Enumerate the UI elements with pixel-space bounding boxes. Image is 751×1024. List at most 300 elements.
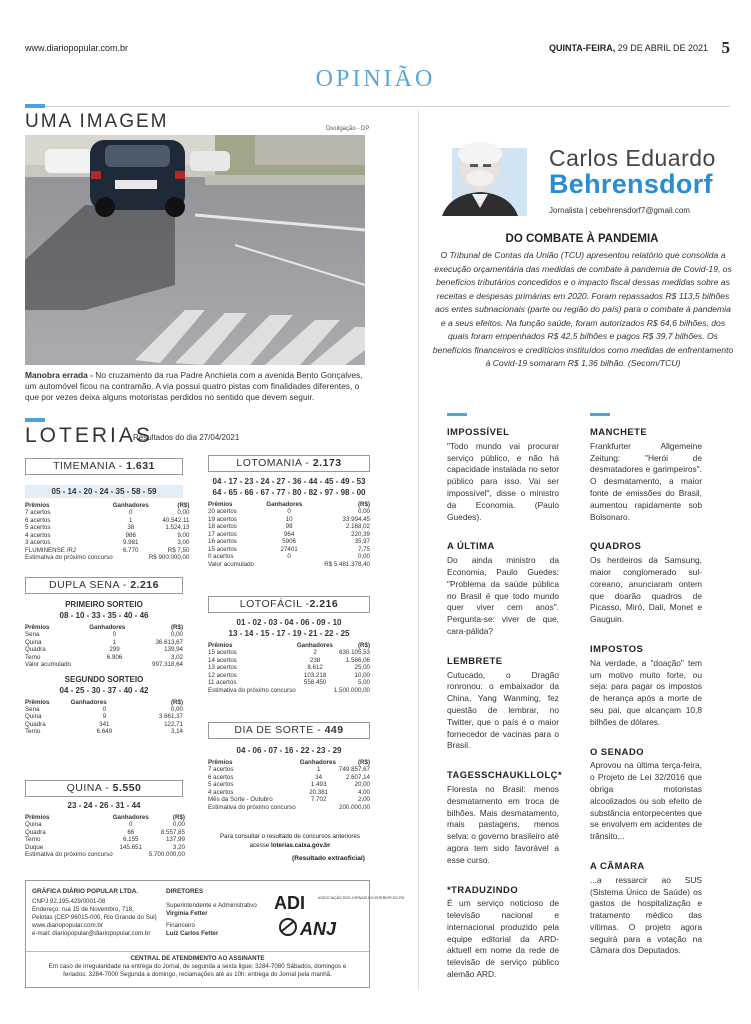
note-text: Cutucado, o Dragão ronronou: o embaixador da China, Yang Wanming, fez questão de lembrar, no Twitter, que o país é o maior fornecedor de vacinas para o Brasil. (447, 669, 559, 751)
table-row (25, 524, 189, 532)
contest-number: 2.216 (309, 598, 339, 610)
site-link[interactable]: www.diariopopular.com.br (32, 922, 103, 929)
col-header: (R$) (170, 698, 183, 706)
table-row (25, 654, 183, 662)
table-row (25, 517, 189, 525)
table-cell (89, 661, 139, 669)
table-row (208, 766, 370, 774)
table-cell: 1.524,13 (165, 524, 190, 531)
table-cell: 0 (112, 631, 117, 638)
draw-title: PRIMEIRO SORTEIO (65, 600, 143, 609)
prize-table (25, 624, 183, 669)
table-cell: Duque (25, 843, 44, 851)
table-row (25, 646, 183, 654)
table-row (25, 539, 189, 547)
directors-title: DIRETORES (166, 888, 204, 895)
lottery-dupla-sena (25, 577, 183, 736)
unofficial-note: (Resultado extraoficial) (292, 855, 365, 862)
note-title: QUADROS (590, 540, 642, 552)
table-cell: 145.651 (119, 843, 142, 851)
table-row (25, 721, 183, 729)
table-cell: 220,39 (351, 530, 370, 538)
table-cell: 17 acertos (208, 530, 237, 538)
table-row (208, 553, 370, 561)
table-cell: 0 (287, 508, 291, 515)
table-cell: 8.557,85 (160, 828, 185, 836)
lottery-quina (25, 780, 183, 859)
col-header: Ganhadores (70, 698, 107, 706)
contest-number: 449 (324, 724, 344, 736)
lottery-label: LOTOMANIA - (236, 457, 313, 469)
adi-anj-logos (274, 891, 405, 941)
table-cell: Terno (25, 728, 41, 735)
caption-text: No cruzamento da rua Padre Anchieta com a avenida Bento Gonçalves, um automóvel ficou na contramão. A via possui quatro pistas com finalidades diferentes, o que por vezes deixa alguns motoristas perdidos no sentido que devem seguir. (25, 370, 363, 402)
lottery-name (25, 577, 183, 594)
lottery-name (25, 458, 183, 475)
email-link[interactable]: e-mail: diariopopular@diariopopular.com.br (32, 930, 151, 937)
table-cell: 0 (102, 705, 107, 713)
date-text: 29 DE ABRIL DE 2021 (615, 43, 708, 53)
table-cell: 3,14 (170, 728, 183, 735)
table-row (25, 821, 185, 829)
table-cell: Terno (25, 836, 41, 843)
author-photo (432, 136, 527, 216)
street-photo (25, 135, 365, 365)
service-text: Em caso de irregularidade na entrega do Jornal, de segunda a sexta ligue: 3284-7080 Sábados, domingos e feriados: 3284-7000 Segunda a domingo, reclamações até as 10h: entrega do Jornal pela manhã. (48, 963, 347, 978)
table-cell: 9 (102, 713, 107, 720)
column-intro: O Tribunal de Contas da União (TCU) apresentou relatório que consolida a execução orçamentária das medidas de combate à pandemia de Covid-19, os benefícios tributários concedidos e o impacto fiscal dessas medidas sobre as receitas e despesas primárias em 2020. Foram repassados R$ 113,5 bilhões aos entes subnacionais (parte ou região do país) para o combate à pandemia e a seus efeitos. Na função saúde, foram autorizados R$ 64,6 bilhões, dos quais foram empenhados R$ 42,5 bilhões e pagos R$ 39,7 bilhões. Os benefícios financeiros e creditícios instituídos como medidas de enfrentamento à Covid-19 somaram R$ 1,36 bilhão. (Secom/TCU) (432, 250, 734, 368)
col-header: (R$) (172, 814, 185, 821)
table-cell: 5906 (282, 538, 296, 545)
table-row (208, 687, 370, 695)
table-cell (300, 804, 338, 812)
table-cell: 20 acertos (208, 508, 237, 515)
table-cell: 1.586,06 (345, 656, 370, 664)
table-cell: Estimativa do próximo concurso (25, 554, 113, 561)
prize-table (208, 759, 370, 811)
draw-title: SEGUNDO SORTEIO (64, 674, 144, 684)
table-cell: 3,00 (177, 539, 190, 546)
table-row (208, 804, 370, 812)
table-cell: Quina (25, 638, 42, 646)
table-cell: 2.607,14 (345, 773, 370, 781)
table-cell (297, 687, 334, 695)
table-cell: 2 (313, 649, 317, 656)
table-cell: 35,97 (354, 538, 370, 545)
table-cell: 4 acertos (25, 531, 51, 539)
table-cell: 9.981 (123, 539, 139, 546)
table-row (208, 672, 370, 680)
table-cell: Mês da Sorte - Outubro (208, 796, 273, 803)
table-cell: 4,00 (357, 788, 370, 796)
table-row (208, 516, 370, 524)
anj-logo: ANJ (300, 919, 337, 939)
table-cell: 20,00 (354, 781, 370, 788)
table-cell: 5,00 (357, 679, 370, 686)
image-section-title: UMA IMAGEM (25, 111, 169, 132)
table-cell: 15 acertos (208, 545, 237, 553)
drawn-numbers: 64 - 65 - 66 - 67 - 77 - 80 - 82 - 97 - 98 - 00 (212, 488, 366, 497)
table-cell: 3,02 (170, 653, 183, 661)
table-cell: 98 (285, 523, 293, 530)
author-last-name: Behrensdorf (549, 169, 713, 199)
lottery-name (208, 455, 370, 472)
table-cell: 2,00 (357, 796, 370, 803)
table-cell: 13 acertos (208, 664, 237, 671)
table-row (208, 781, 370, 789)
table-cell: 18 acertos (208, 523, 237, 530)
note-title: IMPOSSÍVEL (447, 426, 510, 437)
table-row (208, 546, 370, 554)
table-cell: 964 (283, 530, 295, 538)
table-row (25, 728, 183, 736)
prize-table (208, 642, 370, 694)
lottery-lotofacil (208, 596, 370, 694)
table-cell: 200.000,00 (339, 803, 370, 811)
table-cell: 7 acertos (208, 766, 234, 773)
table-cell: 25,00 (354, 664, 370, 671)
table-cell: 0 (129, 509, 133, 516)
service-title: CENTRAL DE ATENDIMENTO AO ASSINANTE (130, 955, 265, 962)
lottery-label: LOTOFÁCIL - (239, 598, 310, 610)
table-cell: FLUMINENSE /RJ (25, 546, 76, 554)
table-cell: 4 acertos (208, 788, 234, 796)
col-header: Prêmios (25, 502, 50, 509)
table-cell: 7 acertos (25, 509, 51, 516)
table-cell: 0,00 (170, 631, 183, 638)
table-row (25, 661, 183, 669)
column-title: DO COMBATE À PANDEMIA (505, 233, 659, 245)
table-cell: 341 (99, 720, 110, 728)
table-row (208, 538, 370, 546)
table-cell: 6 acertos (208, 773, 234, 781)
table-cell: 6.649 (96, 728, 113, 735)
table-row (25, 547, 189, 555)
table-cell: Quadra (25, 828, 46, 836)
table-cell: 103.218 (303, 671, 327, 679)
table-cell: 1.500.000,00 (333, 686, 370, 694)
company-name: GRÁFICA DIÁRIO POPULAR LTDA. (32, 888, 139, 895)
photo-credit: Divulgação - DP (326, 126, 370, 132)
lottery-section-title: LOTERIAS (25, 424, 153, 447)
issue-date (549, 43, 708, 53)
table-cell: R$ 5.481.378,40 (324, 560, 370, 568)
contest-number: 1.631 (126, 460, 155, 472)
table-cell: 558.450 (303, 679, 327, 686)
prize-table (25, 699, 183, 736)
table-cell: 749.857,67 (339, 766, 370, 773)
note-title: A CÂMARA (590, 859, 645, 871)
prize-table (25, 814, 185, 859)
drawn-numbers: 01 - 02 - 03 - 04 - 06 - 09 - 10 (236, 618, 342, 627)
publisher-info (32, 888, 177, 938)
address-line: Pelotas (CEP 96015-000, Rio Grande do Sul) (32, 914, 157, 921)
table-cell: 0 (129, 821, 133, 828)
table-cell: 10 (285, 515, 293, 523)
weekday: QUINTA-FEIRA, (548, 43, 616, 53)
prize-table (25, 502, 189, 562)
table-cell: 40.542,11 (162, 516, 190, 524)
lottery-name (25, 780, 183, 797)
table-row (208, 679, 370, 687)
table-cell: 986 (125, 531, 136, 539)
table-cell: Quadra (25, 646, 46, 653)
lottery-label: TIMEMANIA - (53, 460, 127, 472)
table-cell: 238 (309, 656, 321, 664)
col-header: Prêmios (208, 501, 233, 508)
lottery-dia-de-sorte (208, 722, 370, 811)
col-header: Ganhadores (266, 501, 303, 508)
table-row (25, 631, 183, 639)
table-cell: Valor acumulado (208, 560, 254, 568)
drawn-numbers: 04 - 17 - 23 - 24 - 27 - 36 - 44 - 45 - 49 - 53 (212, 477, 366, 486)
note-text: Floresta no Brasil: menos desmatamento em troca de bilhões. Mais desmatamento, mais pastagens, menos selva: o governo brasileiro até agora tem sido favorável a esse curso. (447, 783, 559, 865)
table-row (208, 774, 370, 782)
lottery-date: Resultados do dia 27/04/2021 (133, 433, 240, 442)
table-row (208, 796, 370, 804)
col-header: Prêmios (25, 624, 50, 631)
drawn-numbers: 08 - 10 - 33 - 35 - 40 - 46 (59, 611, 149, 620)
table-cell: Quina (25, 821, 42, 828)
table-cell: 0,00 (172, 821, 185, 828)
table-cell: 15 acertos (208, 649, 237, 656)
table-cell: Terno (25, 653, 41, 661)
lottery-name (208, 722, 370, 739)
lottery-name (208, 596, 370, 613)
note-text: É um serviço noticioso de televisão nacional e internacional produzido pela equipe editorial da ARD-aktuell em nome da rede de televisão de serviço público alemão ARD. (447, 898, 559, 980)
table-cell: R$ 7,50 (167, 546, 190, 554)
drawn-numbers: 23 - 24 - 26 - 31 - 44 (67, 801, 141, 810)
note-title: A ÚLTIMA (447, 540, 495, 552)
director-role: Superintendente e Administrativo (166, 902, 257, 909)
table-row (208, 561, 370, 569)
note-title: IMPOSTOS (590, 642, 644, 654)
notes-column-right (590, 413, 702, 974)
contest-number: 5.550 (112, 782, 142, 794)
note-title: MANCHETE (590, 426, 648, 437)
table-cell: 0,00 (357, 508, 370, 515)
table-cell: 38 (127, 524, 135, 531)
table-cell: 6.155 (123, 836, 139, 843)
table-cell: 1.493 (310, 781, 327, 788)
table-cell: Sena (25, 705, 40, 713)
table-row (25, 851, 185, 859)
table-cell: 0 (287, 553, 291, 560)
table-cell: 1 (316, 766, 321, 773)
page-number: 5 (721, 38, 730, 57)
col-header: Ganhadores (296, 642, 333, 649)
table-cell: Valor acumulado (25, 661, 71, 668)
table-cell: 5 acertos (25, 524, 51, 531)
col-header: Ganhadores (299, 759, 336, 766)
drawn-numbers: 13 - 14 - 15 - 17 - 19 - 21 - 22 - 25 (228, 629, 350, 638)
col-header: Prêmios (25, 698, 50, 706)
table-cell: 7.702 (310, 796, 327, 803)
table-row (208, 789, 370, 797)
table-cell: 3,20 (172, 843, 185, 851)
accent-bar (25, 418, 45, 422)
accent-bar (590, 413, 610, 416)
table-row (208, 508, 370, 516)
director-name: Luiz Carlos Fetter (166, 930, 219, 937)
table-cell: 14 acertos (208, 656, 237, 664)
col-header: Prêmios (208, 759, 233, 766)
col-header: (R$) (357, 759, 370, 766)
table-cell: 8.612 (307, 664, 323, 671)
col-header: (R$) (357, 501, 370, 508)
note-title: O SENADO (590, 745, 645, 757)
consult-text: Para consultar o resultado de concursos anteriores acesse (220, 833, 360, 849)
table-row (208, 523, 370, 531)
publisher-box (25, 880, 405, 988)
col-header: Ganhadores (89, 624, 126, 631)
col-header: (R$) (170, 624, 183, 631)
note-text: Os herdeiros da Samsung, maior conglomerado sul-coreano, anunciaram ontem que doarão quadros de Picasso, Miró, Dali, Monet e Gauguin. (590, 555, 702, 625)
table-cell: 33.994,45 (342, 515, 370, 523)
col-header: (R$) (357, 642, 370, 649)
col-header: Ganhadores (112, 814, 149, 821)
drawn-numbers: 05 - 14 - 20 - 24 - 35 - 58 - 59 (25, 485, 183, 498)
table-cell: 12 acertos (208, 671, 237, 679)
table-cell: 3 acertos (25, 539, 51, 546)
table-cell: Estimativa do próximo concurso (25, 851, 113, 858)
lottery-lotomania (208, 455, 370, 568)
table-row (25, 509, 189, 517)
table-cell: 5 acertos (208, 781, 234, 788)
column-divider (418, 110, 419, 990)
accent-bar (25, 104, 45, 108)
table-cell: 6.906 (106, 653, 123, 661)
col-header: (R$) (177, 502, 190, 509)
table-row (25, 836, 185, 844)
table-cell: 11 acertos (208, 679, 237, 686)
table-row (25, 639, 183, 647)
table-cell: 27401 (280, 545, 298, 553)
subscriber-service (26, 951, 369, 979)
section-title: OPINIÃO (315, 66, 436, 92)
table-row (25, 554, 189, 562)
table-cell: 3.661,37 (158, 713, 183, 720)
table-row (208, 657, 370, 665)
note-text: Do ainda ministro da Economia, Paulo Guedes: "Problema da saúde pública no Brasil é que todo mundo quer viver cem anos". Pergunta-se: viver de que, cara-pálida? (447, 555, 559, 636)
address-line: Endereço: rua 15 de Novembro, 718, (32, 906, 134, 913)
drawn-numbers: 04 - 25 - 30 - 37 - 40 - 42 (59, 685, 149, 695)
prize-table (208, 501, 370, 568)
table-cell: Sena (25, 631, 40, 638)
note-title: *TRADUZINDO (447, 883, 519, 895)
table-cell (113, 554, 149, 562)
table-cell: 6 acertos (25, 516, 51, 524)
table-cell: 997.318,64 (152, 661, 183, 668)
author-role: Jornalista | cebehrensdorf7@gmail.com (549, 206, 690, 215)
table-row (25, 844, 185, 852)
table-cell: 137,99 (166, 836, 185, 843)
caption-lead: Manobra errada - (25, 370, 93, 380)
photo-caption (25, 370, 367, 403)
table-row (208, 649, 370, 657)
note-title: TAGESSCHAUKLLOLÇ* (447, 769, 563, 781)
note-text: Aprovou na última terça-feira, o Projeto de Lei 32/2016 que obriga motoristas alcoolizados ou sob efeito de substância entorpecentes que se envolvem em acidentes de trânsito... (590, 760, 702, 842)
table-cell: Estimativa do próximo concurso (208, 803, 296, 811)
lottery-label: DIA DE SORTE - (234, 724, 325, 736)
note-title: LEMBRETE (447, 654, 503, 666)
table-cell: Quina (25, 713, 42, 720)
table-cell: 0,00 (170, 705, 183, 713)
col-header: Prêmios (25, 814, 50, 821)
lottery-label: QUINA - (66, 782, 113, 794)
table-row (208, 531, 370, 539)
table-cell: 122,71 (164, 720, 183, 728)
table-cell: 10,00 (354, 671, 370, 679)
table-cell: 299 (109, 646, 120, 653)
table-cell: 5.700.000,00 (148, 851, 185, 858)
table-cell: 1 (129, 516, 133, 524)
table-cell: 1 (112, 638, 117, 646)
consult-note (210, 832, 370, 850)
drawn-numbers: 04 - 06 - 07 - 16 - 22 - 23 - 29 (236, 746, 342, 755)
table-cell: 9,00 (177, 531, 190, 539)
table-row (208, 664, 370, 672)
accent-bar (447, 413, 467, 416)
table-cell: 16 acertos (208, 538, 237, 545)
table-cell: 6.770 (123, 546, 139, 554)
contest-number: 2.173 (312, 457, 342, 469)
note-text: "Todo mundo vai procurar serviço público, e não há capacidade instalada no setor público para isso. Vai ser impossível", disse o ministro da Economia. (Paulo Guedes). (447, 440, 559, 522)
col-header: Prêmios (208, 642, 233, 649)
table-cell: Quadra (25, 720, 46, 728)
table-cell: 36.613,67 (155, 638, 183, 646)
table-row (25, 829, 185, 837)
table-cell: 19 acertos (208, 515, 237, 523)
consult-link[interactable]: loterias.caixa.gov.br (270, 842, 331, 849)
table-cell: 66 (127, 828, 135, 836)
table-cell: 2.168,02 (345, 523, 370, 530)
director-role: Financeiro (166, 922, 195, 929)
director-name: Virgínia Fetter (166, 910, 208, 917)
table-row (25, 713, 183, 721)
association-logos (274, 891, 405, 941)
cnpj: CNPJ 92.195.429/0001-08 (32, 898, 106, 905)
note-text: ...a ressarcir ao SUS (Sistema Único de Saúde) os gastos de hospitalização e tratamento médico das vítimas. O projeto agora seguirá para a votação na Câmara dos Deputados. (590, 874, 702, 956)
lottery-label: DUPLA SENA - (49, 579, 131, 591)
note-text: Na verdade, a "doação" tem um motivo muito forte, ou seja: para pagar os impostos de herança após a morte de seu pai, que alcançam 10,8 bilhões de dólares. (590, 657, 702, 727)
table-cell: Estimativa do próximo concurso (208, 686, 296, 694)
table-cell (266, 561, 312, 569)
table-cell: 20.381 (309, 788, 329, 796)
col-header: Ganhadores (112, 502, 149, 509)
table-cell: 0,00 (357, 553, 370, 560)
adi-logo: ADI (274, 893, 305, 913)
table-cell: 630.105,53 (339, 649, 370, 656)
adi-caption: ASSOCIAÇÃO DOS JORNAIS DO INTERIOR DO RS (318, 896, 405, 900)
table-cell: 139,94 (164, 646, 183, 653)
table-cell: 0,00 (177, 509, 190, 516)
site-url[interactable]: www.diariopopular.com.br (25, 43, 129, 53)
table-row (25, 532, 189, 540)
contest-number: 2.216 (130, 579, 159, 591)
notes-column-left (447, 413, 563, 998)
table-row (25, 706, 183, 714)
author-first-name: Carlos Eduardo (549, 145, 716, 171)
table-cell: 0 acertos (208, 553, 234, 560)
table-cell: 7,75 (357, 545, 370, 553)
top-divider (25, 106, 730, 107)
page-header (25, 40, 730, 56)
lottery-timemania (25, 458, 190, 562)
table-cell: R$ 900.000,00 (148, 554, 190, 561)
table-cell: 34 (315, 773, 323, 781)
note-text: Frankfurter Allgemeine Zeitung: "Herói de desmatadores e garimpeiros". O desmatamento, a maior fonte de emissões do Brasil, aumentou rapidamente sob Bolsonaro. (590, 440, 702, 522)
